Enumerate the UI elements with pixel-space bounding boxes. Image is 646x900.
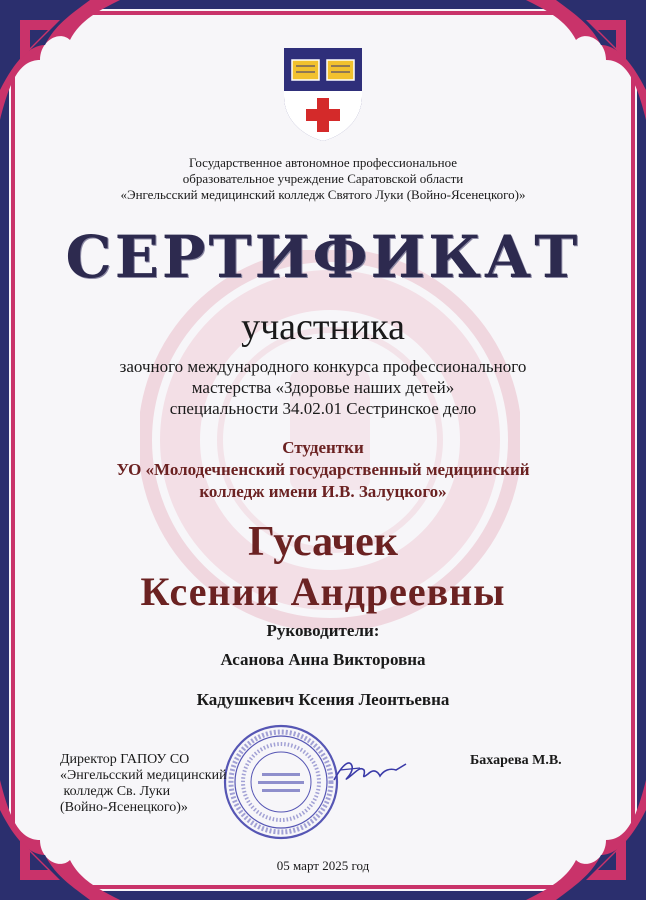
certificate-title: СЕРТИФИКАТ bbox=[65, 223, 581, 291]
supervisor-1: Асанова Анна Викторовна bbox=[220, 650, 426, 669]
contest-description bbox=[0, 356, 646, 419]
college-emblem-icon bbox=[282, 46, 364, 142]
signature-icon bbox=[330, 752, 410, 788]
contest-line-2: мастерства «Здоровье наших детей» bbox=[191, 378, 455, 397]
recipient-given-name: Ксении Андреевны bbox=[140, 569, 506, 614]
supervisors-label: Руководители: bbox=[266, 621, 380, 640]
college-line-1: УО «Молодечненский государственный медицинский bbox=[116, 460, 530, 479]
director-name: Бахарева М.В. bbox=[470, 753, 562, 768]
supervisor-2: Кадушкевич Ксения Леонтьевна bbox=[196, 690, 450, 709]
header-line-2: образовательное учреждение Саратовской области bbox=[182, 171, 464, 186]
college-line-2: колледж имени И.В. Залуцкого» bbox=[199, 482, 447, 501]
director-line-4: (Войно-Ясенецкого)» bbox=[60, 800, 188, 815]
director-line-2: «Энгельсский медицинский bbox=[60, 768, 227, 783]
header-line-3: «Энгельсский медицинский колледж Святого Луки (Войно-Ясенецкого)» bbox=[120, 187, 526, 202]
contest-line-1: заочного международного конкурса профессионального bbox=[119, 357, 527, 376]
corner-ornament-top-left bbox=[0, 0, 130, 130]
corner-ornament-bottom-right bbox=[516, 770, 646, 900]
corner-ornament-top-right bbox=[516, 0, 646, 130]
certificate-subtitle: участника bbox=[241, 306, 405, 348]
director-line-1: Директор ГАПОУ СО bbox=[60, 752, 190, 767]
institution-header bbox=[0, 155, 646, 203]
round-stamp-icon bbox=[222, 723, 340, 841]
issue-date: 05 март 2025 год bbox=[276, 858, 370, 873]
recipient-surname: Гусачек bbox=[248, 519, 398, 565]
director-title bbox=[60, 752, 227, 816]
student-label: Студентки bbox=[282, 438, 364, 457]
contest-line-3: специальности 34.02.01 Сестринское дело bbox=[169, 399, 477, 418]
student-college bbox=[0, 459, 646, 503]
header-line-1: Государственное автономное профессиональное bbox=[188, 155, 458, 170]
director-line-3: колледж Св. Луки bbox=[60, 784, 171, 799]
